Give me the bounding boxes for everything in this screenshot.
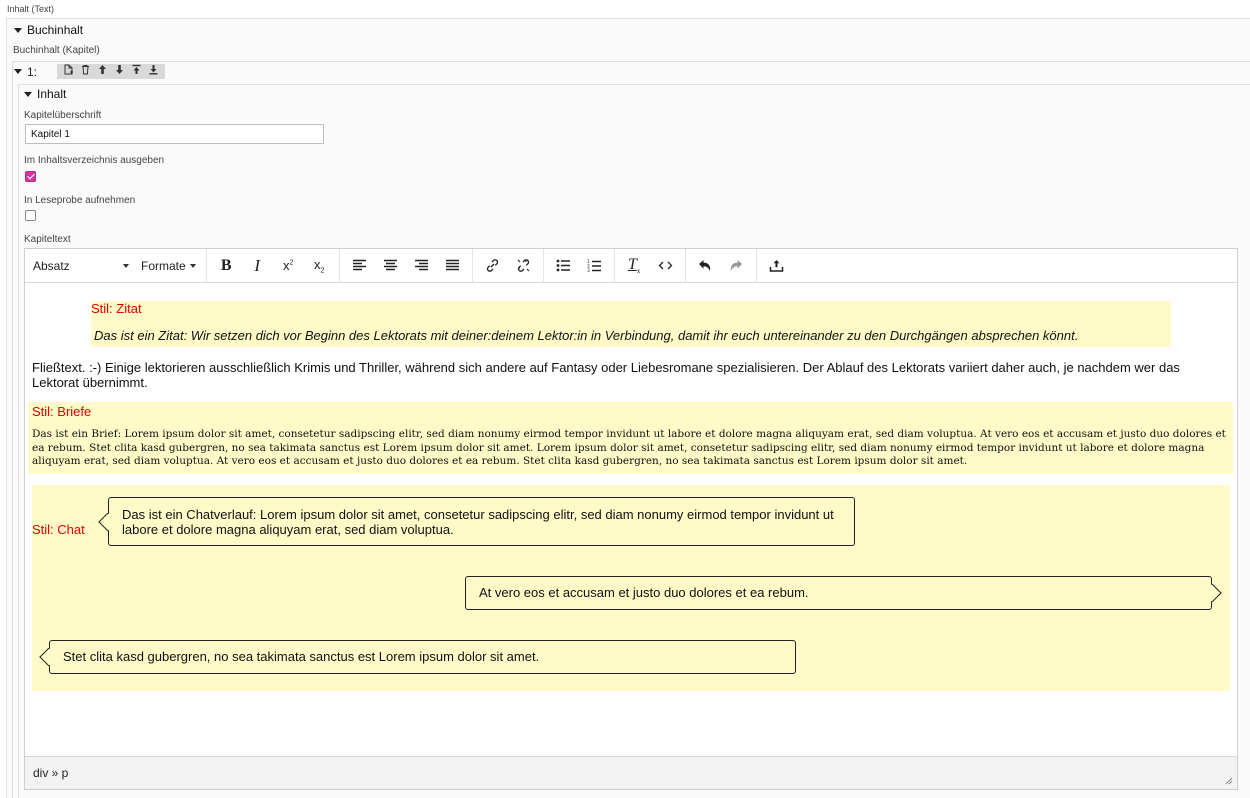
- unlink-icon: [516, 258, 531, 273]
- briefe-style-label: Stil: Briefe: [32, 404, 92, 419]
- move-top-icon[interactable]: [128, 64, 145, 80]
- upload-icon: [769, 259, 784, 272]
- link-icon: [485, 258, 500, 273]
- link-group: [473, 252, 543, 280]
- kapitelueberschrift-label: Kapitelüberschrift: [24, 110, 102, 121]
- chapter-number: 1:: [27, 64, 38, 79]
- inhalt-header: Inhalt: [37, 87, 67, 101]
- chapter-header: [14, 63, 165, 80]
- italic-button[interactable]: [242, 252, 273, 280]
- leseprobe-label: In Leseprobe aufnehmen: [24, 195, 136, 206]
- source-code-icon: [658, 260, 673, 271]
- block-format-value: Absatz: [33, 258, 70, 273]
- italic-icon: I: [254, 255, 261, 275]
- svg-text:1: 1: [586, 259, 590, 265]
- formats-label: Formate: [141, 258, 186, 273]
- svg-text:3: 3: [586, 268, 590, 273]
- subscript-button[interactable]: [304, 252, 335, 280]
- upload-button[interactable]: [761, 252, 792, 280]
- inhaltsverzeichnis-label: Im Inhaltsverzeichnis ausgeben: [24, 155, 165, 166]
- chat-style-label: Stil: Chat: [32, 522, 85, 537]
- align-justify-icon: [445, 259, 460, 272]
- caret-down-icon[interactable]: [14, 69, 22, 74]
- bullet-list-button[interactable]: [548, 252, 579, 280]
- buchinhalt-kapitel-label: Buchinhalt (Kapitel): [13, 45, 100, 56]
- source-code-button[interactable]: [650, 252, 681, 280]
- align-left-button[interactable]: [344, 252, 375, 280]
- zitat-block: [91, 301, 1171, 347]
- inhalt-toggle[interactable]: [24, 87, 66, 101]
- kapiteltext-label: Kapiteltext: [24, 234, 71, 245]
- chevron-down-icon: [123, 264, 129, 268]
- list-group: [544, 252, 614, 280]
- svg-text:2: 2: [586, 264, 590, 269]
- link-button[interactable]: [477, 252, 508, 280]
- chat-bubble-incoming: Stet clita kasd gubergren, no sea takimata sanctus est Lorem ipsum dolor sit amet.: [49, 640, 796, 674]
- align-left-icon: [352, 259, 367, 272]
- chat-block: [32, 485, 1230, 691]
- delete-icon[interactable]: [77, 64, 94, 80]
- history-group: [686, 252, 756, 280]
- buchinhalt-header: Buchinhalt: [27, 23, 84, 37]
- align-center-button[interactable]: [375, 252, 406, 280]
- block-format-select[interactable]: [25, 249, 137, 283]
- upload-group: [757, 252, 796, 280]
- bullet-list-icon: [556, 259, 571, 272]
- misc-group: [615, 252, 685, 280]
- bold-button[interactable]: [211, 252, 242, 280]
- superscript-button[interactable]: [273, 252, 304, 280]
- body-paragraph: Fließtext. :-) Einige lektorieren ausschließlich Krimis und Thriller, während sich andere auf Fantasy oder Liebesromane spezialisieren. Der Ablauf des Lektorats variiert daher auch, je nachdem wer das Lektorat übernimmt.: [32, 360, 1180, 390]
- formats-menu[interactable]: [137, 249, 206, 283]
- editor-statusbar: [25, 756, 1237, 789]
- move-bottom-icon[interactable]: [145, 64, 162, 80]
- unlink-button[interactable]: [508, 252, 539, 280]
- chapter-actions: [57, 64, 165, 79]
- numbered-list-icon: [587, 259, 602, 273]
- inhaltsverzeichnis-checkbox[interactable]: [25, 171, 36, 182]
- undo-button[interactable]: [690, 252, 721, 280]
- chevron-down-icon: [190, 264, 196, 268]
- zitat-text: Das ist ein Zitat: Wir setzen dich vor Beginn des Lektorats mit deiner:deinem Lektor:in in Verbindung, damit ihr euch untereinander zu den Durchgängen absprechen könnt.: [94, 328, 1079, 343]
- zitat-style-label: Stil: Zitat: [91, 301, 142, 316]
- rich-text-editor: [24, 248, 1238, 790]
- numbered-list-button[interactable]: [579, 252, 610, 280]
- caret-down-icon: [24, 92, 32, 97]
- align-right-button[interactable]: [406, 252, 437, 280]
- bold-icon: B: [220, 256, 232, 274]
- subscript-icon: $x_2$: [313, 256, 325, 275]
- align-center-icon: [383, 259, 398, 272]
- align-justify-button[interactable]: [437, 252, 468, 280]
- editor-content[interactable]: [25, 284, 1237, 756]
- briefe-block: [28, 402, 1233, 474]
- superscript-icon: $x^2$: [282, 258, 294, 273]
- element-path[interactable]: div » p: [33, 766, 69, 780]
- insert-icon[interactable]: [60, 64, 77, 80]
- clear-formatting-button[interactable]: [619, 252, 650, 280]
- chat-bubble-outgoing: At vero eos et accusam et justo duo dolores et ea rebum.: [465, 576, 1212, 610]
- alignment-group: [340, 252, 472, 280]
- section-title-inhalt-text: Inhalt (Text): [7, 4, 55, 14]
- editor-toolbar: [25, 249, 1237, 283]
- text-format-group: [207, 252, 339, 280]
- undo-icon: [698, 259, 712, 272]
- buchinhalt-toggle[interactable]: [14, 23, 83, 37]
- kapitelueberschrift-input[interactable]: [25, 124, 324, 144]
- redo-button[interactable]: [721, 252, 752, 280]
- chat-bubble-incoming: Das ist ein Chatverlauf: Lorem ipsum dolor sit amet, consetetur sadipscing elitr, sed diam nonumy eirmod tempor invidunt ut labore et dolore magna aliquyam erat, sed diam voluptua.: [108, 497, 855, 546]
- resize-handle-icon[interactable]: [1223, 775, 1233, 785]
- move-down-icon[interactable]: [111, 64, 128, 80]
- align-right-icon: [414, 259, 429, 272]
- redo-icon: [729, 259, 743, 272]
- move-up-icon[interactable]: [94, 64, 111, 80]
- briefe-text: Das ist ein Brief: Lorem ipsum dolor sit amet, consetetur sadipscing elitr, sed diam nonumy eirmod tempor invidunt ut labore et dolore magna aliquyam erat, sed diam voluptua. At vero eos et accusam et justo duo dolores et ea rebum. Stet clita kasd gubergren, no sea takimata sanctus est Lorem ipsum dolor sit amet. Lorem ipsum dolor sit amet, consetetur sadipscing elitr, sed diam nonumy eirmod tempor invidunt ut labore et dolore magna aliquyam erat, sed diam voluptua. At vero eos et accusam et justo duo dolores et ea rebum. Stet clita kasd gubergren, no sea takimata sanctus est Lorem ipsum dolor sit amet.: [32, 428, 1226, 468]
- caret-down-icon: [14, 28, 22, 33]
- leseprobe-checkbox[interactable]: [25, 210, 36, 221]
- clear-formatting-icon: $T_x$: [627, 255, 641, 276]
